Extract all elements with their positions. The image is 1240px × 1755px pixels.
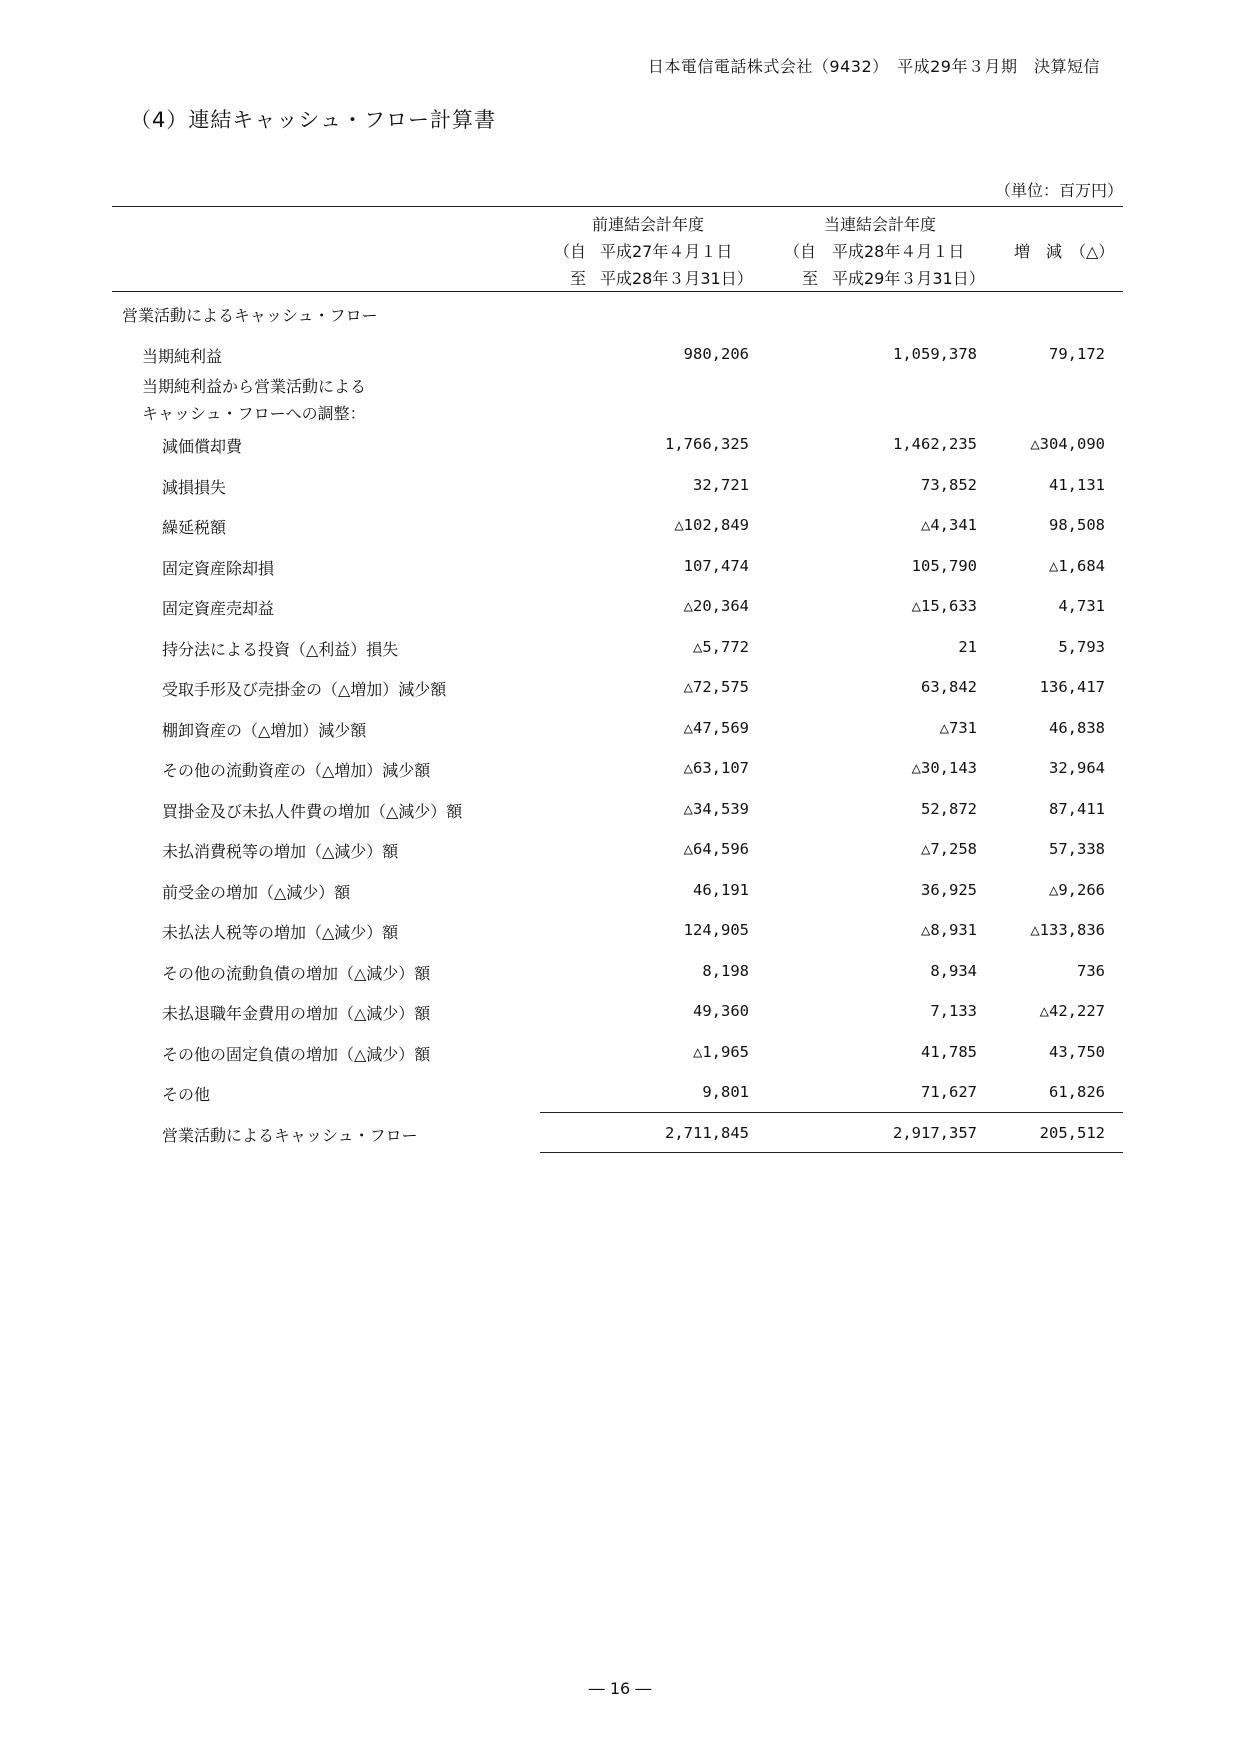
table-row	[112, 666, 1123, 707]
table-row	[112, 423, 1123, 464]
row-label	[142, 373, 366, 427]
curr-value: 41,785	[921, 1042, 977, 1061]
diff-value: 98,508	[1049, 516, 1105, 534]
diff-value: 41,131	[1049, 475, 1105, 494]
row-label-line1: 当期純利益から営業活動による	[142, 377, 367, 396]
prev-period-title: 前連結会計年度	[592, 215, 705, 234]
table-row	[112, 990, 1123, 1031]
diff-value: △9,266	[1049, 880, 1105, 899]
table-row	[112, 504, 1123, 545]
prev-value: 8,198	[702, 961, 749, 980]
curr-value: 1,462,235	[893, 435, 977, 453]
prev-value: 124,905	[683, 921, 749, 939]
curr-period-to-prefix: 至	[802, 269, 819, 288]
row-label: 固定資産除却損	[162, 558, 275, 578]
curr-value: △7,258	[921, 840, 977, 858]
prev-value: △64,596	[683, 840, 749, 858]
prev-value: 2,711,845	[665, 1123, 749, 1142]
row-label-line2: キャッシュ・フローへの調整：	[142, 404, 366, 423]
curr-period-title: 当連結会計年度	[824, 215, 937, 234]
diff-value: 57,338	[1049, 840, 1105, 858]
prev-value: 32,721	[693, 475, 749, 494]
diff-value: 43,750	[1049, 1042, 1105, 1061]
row-label: その他の固定負債の増加（△減少）額	[162, 1044, 431, 1064]
diff-value: 205,512	[1039, 1123, 1105, 1142]
diff-column-title: 増 減 （△）	[1014, 242, 1115, 261]
row-label: 前受金の増加（△減少）額	[162, 882, 351, 902]
row-label: 未払消費税等の増加（△減少）額	[162, 842, 399, 861]
row-label: 未払法人税等の増加（△減少）額	[162, 923, 399, 942]
curr-value: △30,143	[911, 759, 977, 777]
prev-value: 980,206	[683, 344, 749, 363]
table-row	[112, 333, 1123, 374]
row-label: 繰延税額	[162, 518, 227, 537]
table-row-subtotal	[112, 1112, 1123, 1153]
table-row	[112, 950, 1123, 991]
diff-value: △1,684	[1049, 556, 1105, 575]
curr-value: △4,341	[921, 516, 977, 534]
table-row	[112, 828, 1123, 869]
curr-value: 7,133	[930, 1002, 977, 1020]
prev-value: △47,569	[683, 718, 749, 737]
table-row	[112, 1031, 1123, 1072]
diff-value: 4,731	[1058, 597, 1105, 615]
curr-period-from: 平成28年４月１日	[832, 242, 965, 261]
prev-period-to: 平成28年３月31日）	[600, 269, 753, 288]
diff-value: 87,411	[1049, 799, 1105, 818]
curr-period-to: 平成29年３月31日）	[832, 269, 985, 288]
row-label: その他の流動資産の（△増加）減少額	[162, 761, 431, 780]
row-label: 買掛金及び未払人件費の増加（△減少）額	[162, 801, 463, 821]
curr-value: △731	[939, 718, 977, 737]
row-label: 固定資産売却益	[162, 599, 275, 618]
prev-value: △72,575	[683, 678, 749, 696]
diff-value: △304,090	[1030, 435, 1105, 453]
curr-value: 52,872	[921, 799, 977, 818]
row-label: その他	[162, 1085, 211, 1104]
section-title: （4）連結キャッシュ・フロー計算書	[130, 108, 496, 132]
table-row	[112, 464, 1123, 505]
subtotal-bottom-rule	[540, 1152, 1123, 1153]
table-row	[112, 909, 1123, 950]
curr-value: 8,934	[930, 961, 977, 980]
curr-value: △8,931	[921, 921, 977, 939]
diff-value: 61,826	[1049, 1083, 1105, 1101]
diff-value: 136,417	[1039, 678, 1105, 696]
prev-value: 49,360	[693, 1002, 749, 1020]
curr-value: 2,917,357	[893, 1123, 977, 1142]
curr-value: 73,852	[921, 475, 977, 494]
diff-value: 32,964	[1049, 759, 1105, 777]
prev-period-to-prefix: 至	[570, 269, 587, 288]
row-label: 営業活動によるキャッシュ・フロー	[162, 1125, 418, 1145]
row-label: 棚卸資産の（△増加）減少額	[162, 720, 367, 740]
unit-label: （単位：百万円）	[994, 181, 1123, 200]
table-row	[112, 869, 1123, 910]
table-row	[112, 1071, 1123, 1112]
prev-value: 1,766,325	[665, 435, 749, 453]
table-row	[112, 292, 1123, 333]
column-header	[112, 207, 1123, 291]
prev-value: △102,849	[674, 516, 749, 534]
row-label: 未払退職年金費用の増加（△減少）額	[162, 1004, 431, 1023]
diff-value: △133,836	[1030, 921, 1105, 939]
prev-period-from-prefix: （自	[554, 242, 587, 261]
row-label: 営業活動によるキャッシュ・フロー	[122, 306, 378, 325]
table-row	[112, 707, 1123, 748]
curr-value: △15,633	[911, 597, 977, 615]
diff-value: 79,172	[1049, 344, 1105, 363]
page-number: ― 16 ―	[588, 1679, 652, 1698]
prev-value: △5,772	[693, 637, 749, 656]
diff-value: △42,227	[1039, 1002, 1105, 1020]
prev-value: 9,801	[702, 1083, 749, 1101]
document-header: 日本電信電話株式会社（9432） 平成29年３月期 決算短信	[647, 57, 1100, 76]
table-row	[112, 626, 1123, 667]
table-row	[112, 373, 1123, 423]
curr-value: 21	[958, 637, 977, 656]
diff-value: 46,838	[1049, 718, 1105, 737]
diff-value: 736	[1077, 961, 1105, 980]
row-label: 減価償却費	[162, 437, 243, 456]
cash-flow-table	[112, 206, 1123, 1152]
prev-value: △1,965	[693, 1042, 749, 1061]
row-label: 減損損失	[162, 477, 227, 497]
prev-value: 46,191	[693, 880, 749, 899]
curr-value: 36,925	[921, 880, 977, 899]
row-label: その他の流動負債の増加（△減少）額	[162, 963, 431, 983]
row-label: 持分法による投資（△利益）損失	[162, 639, 399, 659]
prev-period-from: 平成27年４月１日	[600, 242, 733, 261]
row-label: 当期純利益	[142, 346, 223, 366]
row-label: 受取手形及び売掛金の（△増加）減少額	[162, 680, 447, 699]
curr-value: 71,627	[921, 1083, 977, 1101]
curr-value: 1,059,378	[893, 344, 977, 363]
prev-value: △20,364	[683, 597, 749, 615]
table-row	[112, 788, 1123, 829]
diff-value: 5,793	[1058, 637, 1105, 656]
table-row	[112, 747, 1123, 788]
curr-value: 105,790	[911, 556, 977, 575]
prev-value: 107,474	[683, 556, 749, 575]
table-row	[112, 545, 1123, 586]
prev-value: △63,107	[683, 759, 749, 777]
prev-value: △34,539	[683, 799, 749, 818]
curr-period-from-prefix: （自	[784, 242, 817, 261]
table-row	[112, 585, 1123, 626]
curr-value: 63,842	[921, 678, 977, 696]
